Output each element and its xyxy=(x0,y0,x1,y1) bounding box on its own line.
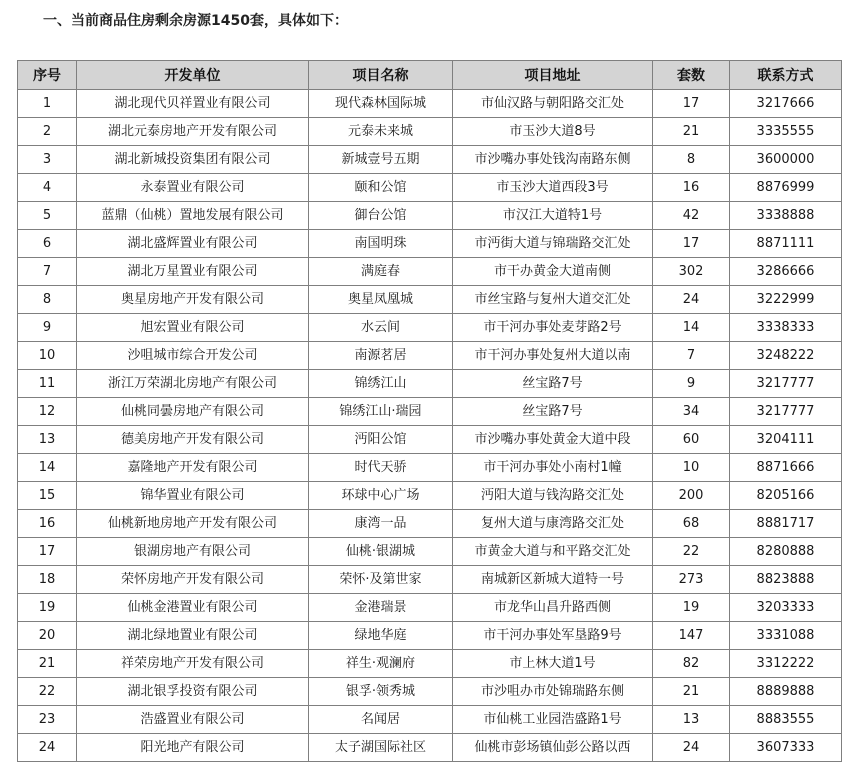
table-row xyxy=(18,622,842,650)
cell-unit-count: 82 xyxy=(653,650,730,678)
table-row xyxy=(18,650,842,678)
cell-project-name: 绿地华庭 xyxy=(309,622,453,650)
cell-project-address: 市汉江大道特1号 xyxy=(453,202,653,230)
cell-index: 12 xyxy=(18,398,77,426)
cell-project-name: 锦绣江山·瑞园 xyxy=(309,398,453,426)
table-row xyxy=(18,146,842,174)
cell-contact: 8883555 xyxy=(730,706,842,734)
table-row xyxy=(18,566,842,594)
cell-project-name: 南源茗居 xyxy=(309,342,453,370)
cell-contact: 3607333 xyxy=(730,734,842,762)
table-row xyxy=(18,118,842,146)
cell-index: 10 xyxy=(18,342,77,370)
table-row xyxy=(18,286,842,314)
table-row xyxy=(18,538,842,566)
cell-developer: 湖北元泰房地产开发有限公司 xyxy=(77,118,309,146)
cell-unit-count: 42 xyxy=(653,202,730,230)
cell-project-address: 市仙汉路与朝阳路交汇处 xyxy=(453,90,653,118)
cell-project-name: 仙桃·银湖城 xyxy=(309,538,453,566)
cell-unit-count: 16 xyxy=(653,174,730,202)
cell-project-name: 现代森林国际城 xyxy=(309,90,453,118)
cell-project-name: 名闻居 xyxy=(309,706,453,734)
cell-project-name: 金港瑞景 xyxy=(309,594,453,622)
cell-contact: 3338333 xyxy=(730,314,842,342)
cell-contact: 8876999 xyxy=(730,174,842,202)
cell-contact: 3204111 xyxy=(730,426,842,454)
cell-unit-count: 8 xyxy=(653,146,730,174)
cell-developer: 荣怀房地产开发有限公司 xyxy=(77,566,309,594)
table-row xyxy=(18,398,842,426)
table-row xyxy=(18,90,842,118)
cell-index: 19 xyxy=(18,594,77,622)
cell-contact: 8205166 xyxy=(730,482,842,510)
cell-contact: 8871111 xyxy=(730,230,842,258)
table-row xyxy=(18,258,842,286)
cell-developer: 湖北绿地置业有限公司 xyxy=(77,622,309,650)
cell-project-name: 奥星凤凰城 xyxy=(309,286,453,314)
cell-index: 16 xyxy=(18,510,77,538)
cell-unit-count: 34 xyxy=(653,398,730,426)
cell-index: 17 xyxy=(18,538,77,566)
cell-project-address: 市干河办事处小南村1幢 xyxy=(453,454,653,482)
table-row xyxy=(18,174,842,202)
header-developer: 开发单位 xyxy=(77,61,309,90)
cell-contact: 3335555 xyxy=(730,118,842,146)
cell-index: 11 xyxy=(18,370,77,398)
cell-contact: 8871666 xyxy=(730,454,842,482)
cell-project-address: 市玉沙大道8号 xyxy=(453,118,653,146)
cell-project-address: 市干办黄金大道南侧 xyxy=(453,258,653,286)
cell-contact: 3338888 xyxy=(730,202,842,230)
cell-project-name: 时代天骄 xyxy=(309,454,453,482)
cell-developer: 湖北银孚投资有限公司 xyxy=(77,678,309,706)
section-heading: 一、当前商品住房剩余房源1450套，具体如下： xyxy=(43,13,348,29)
cell-index: 9 xyxy=(18,314,77,342)
cell-project-name: 南国明珠 xyxy=(309,230,453,258)
table-row xyxy=(18,314,842,342)
cell-unit-count: 7 xyxy=(653,342,730,370)
cell-developer: 沙咀城市综合开发公司 xyxy=(77,342,309,370)
cell-developer: 嘉隆地产开发有限公司 xyxy=(77,454,309,482)
cell-contact: 3331088 xyxy=(730,622,842,650)
cell-developer: 德美房地产开发有限公司 xyxy=(77,426,309,454)
cell-contact: 8881717 xyxy=(730,510,842,538)
cell-developer: 仙桃同曇房地产有限公司 xyxy=(77,398,309,426)
cell-unit-count: 21 xyxy=(653,118,730,146)
cell-developer: 祥荣房地产开发有限公司 xyxy=(77,650,309,678)
cell-project-address: 市龙华山昌升路西侧 xyxy=(453,594,653,622)
cell-project-address: 市黄金大道与和平路交汇处 xyxy=(453,538,653,566)
cell-project-name: 水云间 xyxy=(309,314,453,342)
header-index: 序号 xyxy=(18,61,77,90)
cell-project-address: 市沙嘴办事处钱沟南路东侧 xyxy=(453,146,653,174)
cell-index: 22 xyxy=(18,678,77,706)
cell-project-name: 满庭春 xyxy=(309,258,453,286)
cell-index: 7 xyxy=(18,258,77,286)
cell-index: 3 xyxy=(18,146,77,174)
cell-index: 18 xyxy=(18,566,77,594)
table-row xyxy=(18,706,842,734)
cell-project-address: 市干河办事处麦芽路2号 xyxy=(453,314,653,342)
header-contact: 联系方式 xyxy=(730,61,842,90)
cell-index: 23 xyxy=(18,706,77,734)
cell-project-address: 丝宝路7号 xyxy=(453,370,653,398)
cell-project-name: 锦绣江山 xyxy=(309,370,453,398)
cell-project-name: 元泰未来城 xyxy=(309,118,453,146)
table-row xyxy=(18,594,842,622)
cell-developer: 银湖房地产有限公司 xyxy=(77,538,309,566)
cell-project-address: 仙桃市彭场镇仙彭公路以西 xyxy=(453,734,653,762)
cell-developer: 湖北现代贝祥置业有限公司 xyxy=(77,90,309,118)
table-row xyxy=(18,202,842,230)
cell-developer: 奥星房地产开发有限公司 xyxy=(77,286,309,314)
cell-project-name: 祥生·观澜府 xyxy=(309,650,453,678)
cell-unit-count: 24 xyxy=(653,286,730,314)
cell-project-address: 市沙嘴办事处黄金大道中段 xyxy=(453,426,653,454)
cell-unit-count: 302 xyxy=(653,258,730,286)
cell-project-name: 颐和公馆 xyxy=(309,174,453,202)
cell-project-address: 市沙咀办市处锦瑞路东侧 xyxy=(453,678,653,706)
cell-developer: 阳光地产有限公司 xyxy=(77,734,309,762)
cell-unit-count: 147 xyxy=(653,622,730,650)
cell-unit-count: 19 xyxy=(653,594,730,622)
table-row xyxy=(18,426,842,454)
cell-index: 2 xyxy=(18,118,77,146)
cell-contact: 3248222 xyxy=(730,342,842,370)
header-unit-count: 套数 xyxy=(653,61,730,90)
cell-contact: 8889888 xyxy=(730,678,842,706)
cell-contact: 3286666 xyxy=(730,258,842,286)
header-project-name: 项目名称 xyxy=(309,61,453,90)
header-project-address: 项目地址 xyxy=(453,61,653,90)
cell-contact: 3217777 xyxy=(730,370,842,398)
cell-developer: 蓝鼎（仙桃）置地发展有限公司 xyxy=(77,202,309,230)
cell-index: 13 xyxy=(18,426,77,454)
cell-index: 6 xyxy=(18,230,77,258)
cell-index: 5 xyxy=(18,202,77,230)
cell-contact: 3600000 xyxy=(730,146,842,174)
cell-developer: 仙桃金港置业有限公司 xyxy=(77,594,309,622)
cell-project-address: 市干河办事处复州大道以南 xyxy=(453,342,653,370)
cell-project-address: 市干河办事处军垦路9号 xyxy=(453,622,653,650)
cell-index: 21 xyxy=(18,650,77,678)
cell-unit-count: 17 xyxy=(653,90,730,118)
cell-project-address: 南城新区新城大道特一号 xyxy=(453,566,653,594)
cell-unit-count: 21 xyxy=(653,678,730,706)
cell-unit-count: 17 xyxy=(653,230,730,258)
cell-project-name: 环球中心广场 xyxy=(309,482,453,510)
cell-developer: 湖北盛辉置业有限公司 xyxy=(77,230,309,258)
cell-unit-count: 22 xyxy=(653,538,730,566)
cell-unit-count: 68 xyxy=(653,510,730,538)
cell-project-address: 复州大道与康湾路交汇处 xyxy=(453,510,653,538)
cell-project-address: 市上林大道1号 xyxy=(453,650,653,678)
cell-project-address: 丝宝路7号 xyxy=(453,398,653,426)
cell-index: 4 xyxy=(18,174,77,202)
cell-developer: 仙桃新地房地产开发有限公司 xyxy=(77,510,309,538)
cell-unit-count: 200 xyxy=(653,482,730,510)
cell-index: 8 xyxy=(18,286,77,314)
table-row xyxy=(18,454,842,482)
cell-index: 14 xyxy=(18,454,77,482)
cell-index: 20 xyxy=(18,622,77,650)
cell-project-name: 银孚·领秀城 xyxy=(309,678,453,706)
cell-project-name: 沔阳公馆 xyxy=(309,426,453,454)
cell-unit-count: 60 xyxy=(653,426,730,454)
cell-developer: 湖北万星置业有限公司 xyxy=(77,258,309,286)
cell-developer: 永泰置业有限公司 xyxy=(77,174,309,202)
table-row xyxy=(18,230,842,258)
cell-unit-count: 273 xyxy=(653,566,730,594)
cell-project-name: 荣怀·及第世家 xyxy=(309,566,453,594)
cell-index: 24 xyxy=(18,734,77,762)
table-header-row xyxy=(18,61,842,90)
table-row xyxy=(18,342,842,370)
cell-contact: 3312222 xyxy=(730,650,842,678)
cell-project-name: 太子湖国际社区 xyxy=(309,734,453,762)
cell-developer: 浩盛置业有限公司 xyxy=(77,706,309,734)
housing-table xyxy=(17,60,842,762)
cell-contact: 3222999 xyxy=(730,286,842,314)
cell-project-name: 新城壹号五期 xyxy=(309,146,453,174)
cell-unit-count: 9 xyxy=(653,370,730,398)
cell-contact: 8280888 xyxy=(730,538,842,566)
table-row xyxy=(18,510,842,538)
cell-project-name: 康湾一品 xyxy=(309,510,453,538)
table-row xyxy=(18,734,842,762)
table-row xyxy=(18,482,842,510)
cell-contact: 3203333 xyxy=(730,594,842,622)
cell-unit-count: 13 xyxy=(653,706,730,734)
cell-unit-count: 24 xyxy=(653,734,730,762)
cell-project-address: 市玉沙大道西段3号 xyxy=(453,174,653,202)
cell-contact: 3217666 xyxy=(730,90,842,118)
cell-developer: 旭宏置业有限公司 xyxy=(77,314,309,342)
cell-contact: 8823888 xyxy=(730,566,842,594)
table-body xyxy=(18,90,842,762)
cell-project-address: 市丝宝路与复州大道交汇处 xyxy=(453,286,653,314)
cell-index: 15 xyxy=(18,482,77,510)
cell-contact: 3217777 xyxy=(730,398,842,426)
table-row xyxy=(18,678,842,706)
cell-developer: 浙江万荣湖北房地产有限公司 xyxy=(77,370,309,398)
table-row xyxy=(18,370,842,398)
cell-unit-count: 10 xyxy=(653,454,730,482)
cell-developer: 锦华置业有限公司 xyxy=(77,482,309,510)
cell-index: 1 xyxy=(18,90,77,118)
cell-unit-count: 14 xyxy=(653,314,730,342)
cell-project-address: 市沔街大道与锦瑞路交汇处 xyxy=(453,230,653,258)
cell-developer: 湖北新城投资集团有限公司 xyxy=(77,146,309,174)
cell-project-name: 御台公馆 xyxy=(309,202,453,230)
cell-project-address: 市仙桃工业园浩盛路1号 xyxy=(453,706,653,734)
cell-project-address: 沔阳大道与钱沟路交汇处 xyxy=(453,482,653,510)
